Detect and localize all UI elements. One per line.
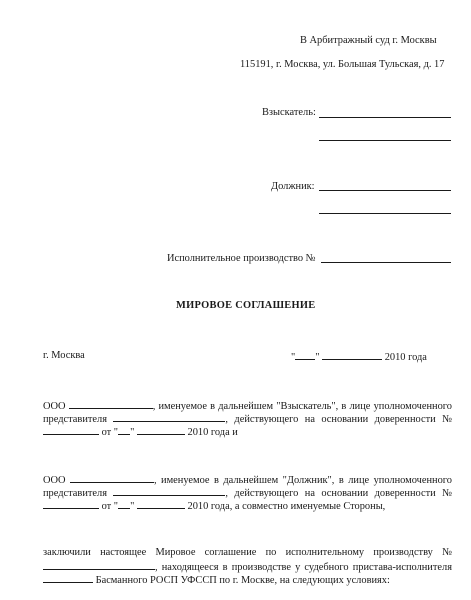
debtor-line-1: [319, 190, 451, 191]
bailiff-name-line: [43, 572, 93, 583]
date-month-line: [322, 349, 382, 360]
claimant-para-text-2: , действующего на основании доверенности №: [225, 414, 452, 425]
debtor-representative-line: [113, 485, 225, 496]
debtor-poa-day-line: [118, 498, 130, 509]
conclusion-line-3: [43, 572, 390, 588]
city: г. Москва: [43, 350, 85, 361]
poa-from-label: от ": [101, 501, 119, 512]
date-quote-close: ": [315, 352, 320, 363]
org-prefix: ООО: [43, 475, 66, 486]
debtor-name-line: [70, 472, 154, 483]
date-day-line: [295, 349, 315, 360]
debtor-line-2: [319, 213, 451, 214]
claimant-name-line: [69, 398, 153, 409]
date-quote-open: ": [291, 352, 296, 363]
claimant-para-text-1: , именуемое в дальнейшем "Взыскатель", в лице уполномоченного: [152, 401, 453, 412]
debtor-para-text-3: 2010 года, а совместно именуемые Стороны,: [187, 501, 386, 512]
conclusion-text-3: Басманного РОСП УФССП по г. Москве, на следующих условиях:: [95, 575, 390, 586]
debtor-poa-month-line: [137, 498, 185, 509]
court-name: В Арбитражный суд г. Москвы: [300, 35, 437, 46]
debtor-poa-number-line: [43, 498, 99, 509]
debtor-para-text-1: , именуемое в дальнейшем "Должник", в лице уполномоченного: [153, 475, 452, 486]
claimant-line-2: [319, 140, 451, 141]
claimant-para-line-3: [43, 424, 238, 440]
claimant-poa-number-line: [43, 424, 99, 435]
claimant-poa-day-line: [118, 424, 130, 435]
claimant-line-1: [319, 117, 451, 118]
claimant-representative-line: [113, 411, 225, 422]
debtor-label: Должник:: [271, 181, 315, 192]
document-title: МИРОВОЕ СОГЛАШЕНИЕ: [176, 300, 316, 311]
debtor-para-line-3: [43, 498, 385, 514]
date-year: 2010 года: [384, 352, 427, 363]
conclusion-line-1: заключили настоящее Мировое соглашение по исполнительному производству №: [43, 547, 452, 558]
proceeding-label: Исполнительное производство №: [167, 253, 316, 264]
claimant-label: Взыскатель:: [262, 107, 316, 118]
proceeding-number-line: [321, 262, 451, 263]
claimant-para-text-3: 2010 года и: [187, 427, 238, 438]
agreement-date: [291, 349, 427, 365]
poa-quote-close: ": [130, 501, 135, 512]
org-prefix: ООО: [43, 401, 66, 412]
poa-quote-close: ": [130, 427, 135, 438]
poa-from-label: от ": [101, 427, 119, 438]
court-address: 115191, г. Москва, ул. Большая Тульская, д. 17: [240, 59, 445, 70]
representative-label: представителя: [43, 414, 107, 425]
debtor-para-text-2: , действующего на основании доверенности №: [225, 488, 452, 499]
proceeding-number-fill-line: [43, 559, 155, 570]
conclusion-text-2: , находящееся в производстве у судебного пристава-исполнителя: [155, 562, 452, 573]
claimant-poa-month-line: [137, 424, 185, 435]
representative-label: представителя: [43, 488, 107, 499]
